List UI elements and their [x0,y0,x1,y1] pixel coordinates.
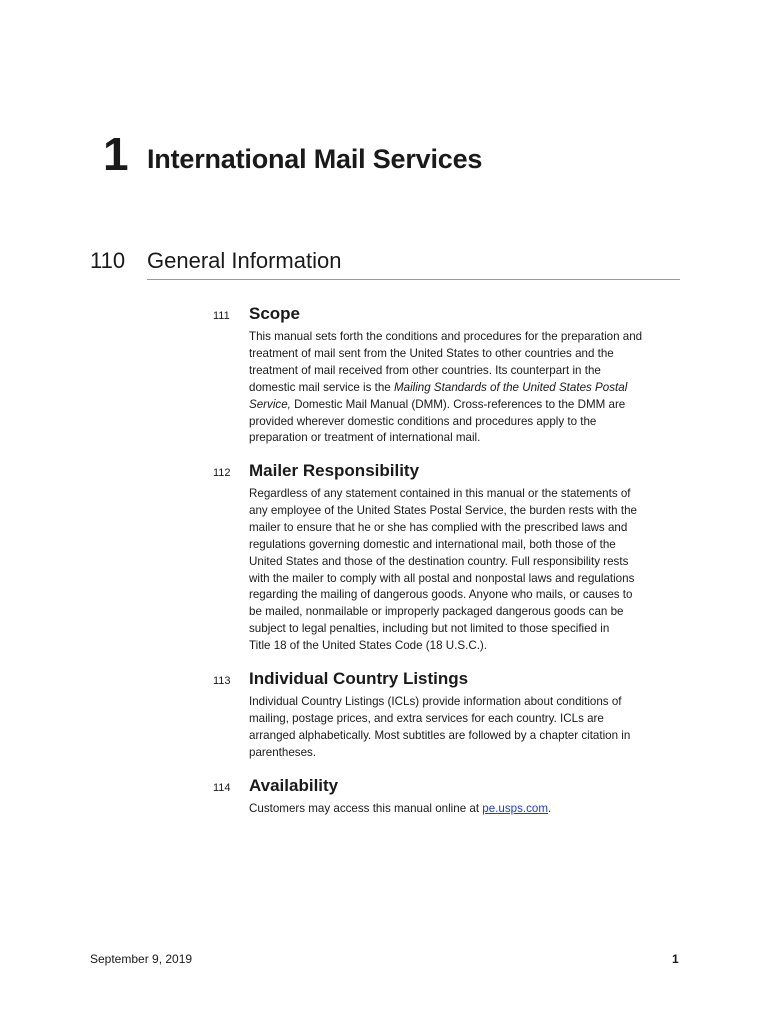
chapter-number: 1 [103,128,129,180]
page-number: 1 [672,952,679,966]
body-line: treatment of mail received from other countries. Its counterpart in the [249,363,601,377]
body-line: treatment of mail sent from the United States to other countries and the [249,346,614,360]
body-line: regarding the mailing of dangerous goods. Anyone who mails, or causes to [249,588,633,602]
body-line: Regardless of any statement contained in this manual or the statements of [249,487,631,500]
body-line: mailing, postage prices, and extra services for each country. ICLs are [249,711,604,725]
body-line: with the mailer to comply with all postal and nonpostal laws and regulations [249,571,635,585]
body-text: Customers may access this manual online at [249,802,483,815]
dmm-title-italic-cont: Service, [249,397,291,411]
dmm-title-italic: Mailing Standards of the United States Postal [393,380,628,394]
body-line: preparation or treatment of international mail. [249,431,481,445]
body-line: mailer to ensure that he or she has complied with the prescribed laws and [249,520,628,534]
subsection-body [249,694,683,762]
subsection-heading: Individual Country Listings [249,669,469,688]
body-line: be mailed, nonmailable or improperly packaged dangerous goods can be [249,605,624,619]
pe-usps-link[interactable]: pe.usps.com [482,802,548,815]
chapter-title: International Mail Services [147,144,483,174]
body-line: any employee of the United States Postal Service, the burden rests with the [249,503,637,517]
body-line: This manual sets forth the conditions and procedures for the preparation and [249,330,643,343]
section-title: General Information [147,248,342,273]
body-line: parentheses. [249,745,317,759]
subsection-heading: Availability [249,776,339,795]
body-line: subject to legal penalties, including but not limited to those specified in [249,622,610,636]
body-line [249,801,683,818]
body-line: Title 18 of the United States Code (18 U.S.C.). [249,639,487,653]
subsection-body [249,329,683,447]
body-text: . [548,802,552,815]
subsection-heading: Scope [249,304,301,323]
section-divider [147,279,680,280]
footer-date: September 9, 2019 [90,952,193,966]
body-line [249,397,683,414]
subsection-number: 112 [213,467,231,479]
body-line: Individual Country Listings (ICLs) provide information about conditions of [249,695,622,708]
body-line: United States and those of the destination country. Full responsibility rests [249,554,629,568]
subsection-heading: Mailer Responsibility [249,461,420,480]
body-text: domestic mail service is the [249,380,394,394]
body-line [249,380,683,397]
body-line: arranged alphabetically. Most subtitles are followed by a chapter citation in [249,728,631,742]
section-number: 110 [90,248,126,273]
subsection-number: 114 [213,782,231,794]
subsection-body [249,486,683,655]
subsection-number: 113 [213,675,231,687]
body-line: provided wherever domestic conditions and procedures apply to the [249,414,597,428]
subsection-body [249,801,683,818]
body-text: Domestic Mail Manual (DMM). Cross-references to the DMM are [290,397,626,411]
subsection-number: 111 [213,310,230,322]
body-line: regulations governing domestic and international mail, both those of the [249,537,616,551]
